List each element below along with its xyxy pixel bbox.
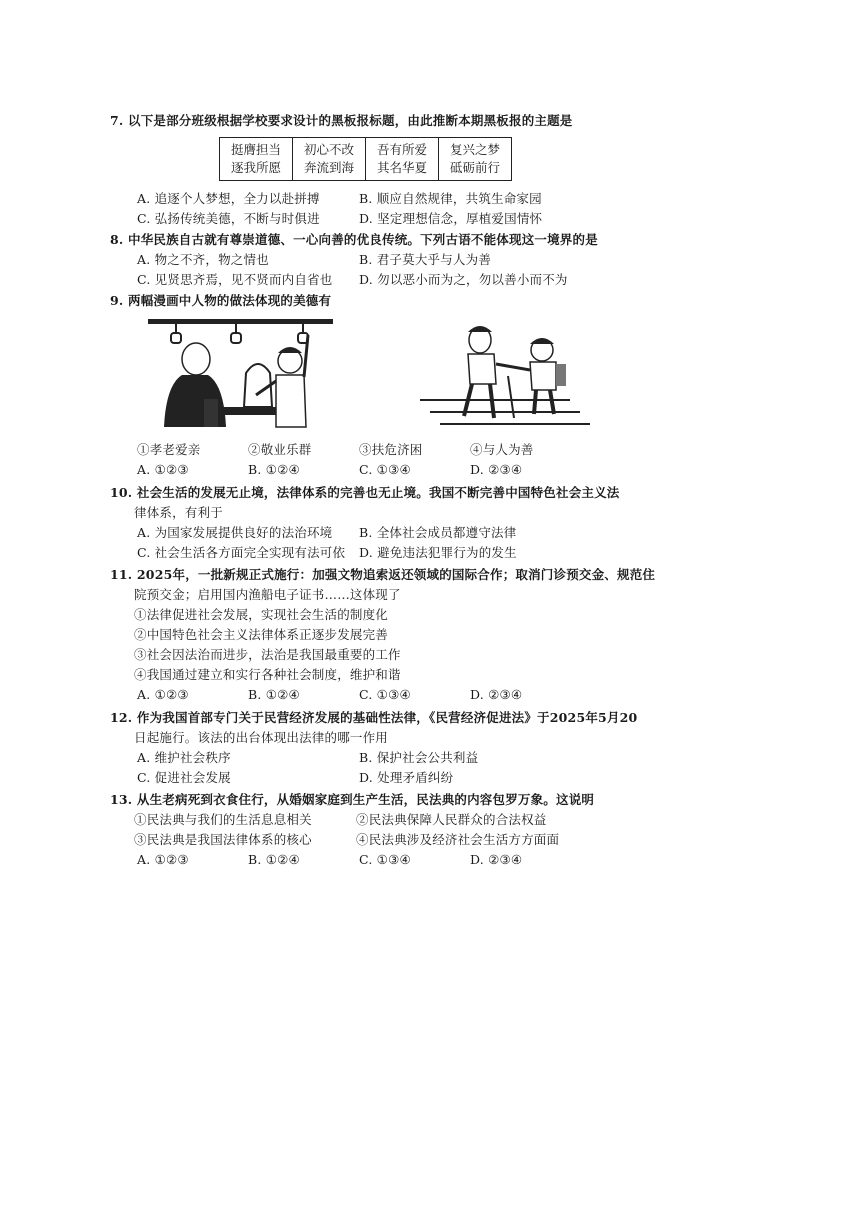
q10-option-d: D. 避免违法犯罪行为的发生: [359, 545, 517, 560]
q9-option-c: C. ①③④: [359, 462, 411, 477]
q12-option-c: C. 促进社会发展: [137, 770, 231, 785]
q11-option-c: C. ①③④: [359, 687, 411, 702]
q11-option-d: D. ②③④: [470, 687, 523, 702]
q9-stem: 9. 两幅漫画中人物的做法体现的美德有: [110, 293, 332, 308]
q12-stem-line1: 12. 作为我国首部专门关于民营经济发展的基础性法律，《民营经济促进法》于2025年5月20: [110, 710, 638, 725]
banner-cell: 挺膺担当 逐我所愿: [220, 138, 293, 181]
q11-stem-line2: 院预交金；启用国内渔船电子证书……这体现了: [134, 587, 401, 602]
bus-seat-cartoon: [148, 315, 338, 435]
q9-option-d: D. ②③④: [470, 462, 523, 477]
crosswalk-cartoon: [420, 318, 590, 430]
q12-option-d: D. 处理矛盾纠纷: [359, 770, 454, 785]
banner-cell: 初心不改 奔流到海: [293, 138, 366, 181]
q9-item-1: ①孝老爱亲: [137, 442, 201, 457]
q9-item-2: ②敬业乐群: [248, 442, 312, 457]
q13-statement-1: ①民法典与我们的生活息息相关: [134, 812, 312, 827]
q12-option-a: A. 维护社会秩序: [137, 750, 231, 765]
q13-option-b: B. ①②④: [248, 852, 300, 867]
q11-option-a: A. ①②③: [137, 687, 189, 702]
q7-option-d: D. 坚定理想信念，厚植爱国情怀: [359, 211, 543, 226]
q9-item-4: ④与人为善: [470, 442, 534, 457]
q11-statement-2: ②中国特色社会主义法律体系正逐步发展完善: [134, 627, 389, 642]
q10-option-c: C. 社会生活各方面完全实现有法可依: [137, 545, 346, 560]
q13-option-d: D. ②③④: [470, 852, 523, 867]
q8-option-c: C. 见贤思齐焉，见不贤而内自省也: [137, 272, 333, 287]
q10-option-b: B. 全体社会成员都遵守法律: [359, 525, 517, 540]
q13-stem: 13. 从生老病死到衣食住行，从婚姻家庭到生产生活，民法典的内容包罗万象。这说明: [110, 792, 595, 807]
q13-statement-3: ③民法典是我国法律体系的核心: [134, 832, 312, 847]
q8-stem: 8. 中华民族自古就有尊崇道德、一心向善的优良传统。下列古语不能体现这一境界的是: [110, 232, 598, 247]
q7-stem: 7. 以下是部分班级根据学校要求设计的黑板报标题，由此推断本期黑板报的主题是: [110, 113, 573, 128]
q9-option-b: B. ①②④: [248, 462, 300, 477]
q7-option-b: B. 顺应自然规律，共筑生命家园: [359, 191, 542, 206]
q13-option-c: C. ①③④: [359, 852, 411, 867]
q8-option-b: B. 君子莫大乎与人为善: [359, 252, 492, 267]
q13-statement-2: ②民法典保障人民群众的合法权益: [356, 812, 547, 827]
q11-statement-4: ④我国通过建立和实行各种社会制度，维护和谐: [134, 667, 401, 682]
q10-stem-line1: 10. 社会生活的发展无止境，法律体系的完善也无止境。我国不断完善中国特色社会主义法: [110, 485, 620, 500]
q11-statement-3: ③社会因法治而进步，法治是我国最重要的工作: [134, 647, 401, 662]
banner-cell: 复兴之梦 砥砺前行: [439, 138, 512, 181]
q12-option-b: B. 保护社会公共利益: [359, 750, 479, 765]
q9-item-3: ③扶危济困: [359, 442, 423, 457]
q13-statement-4: ④民法典涉及经济社会生活方方面面: [356, 832, 560, 847]
q13-option-a: A. ①②③: [137, 852, 189, 867]
q11-statement-1: ①法律促进社会发展，实现社会生活的制度化: [134, 607, 389, 622]
q7-option-a: A. 追逐个人梦想，全力以赴拼搏: [137, 191, 320, 206]
blackboard-titles-table: [219, 137, 512, 181]
q11-option-b: B. ①②④: [248, 687, 300, 702]
banner-cell: 吾有所爱 其名华夏: [366, 138, 439, 181]
q11-stem-line1: 11. 2025年，一批新规正式施行：加强文物追索返还领域的国际合作；取消门诊预交金、规范住: [110, 567, 656, 582]
q12-stem-line2: 日起施行。该法的出台体现出法律的哪一作用: [134, 730, 389, 745]
q10-stem-line2: 律体系，有利于: [134, 505, 223, 520]
q10-option-a: A. 为国家发展提供良好的法治环境: [137, 525, 333, 540]
q8-option-d: D. 勿以恶小而为之，勿以善小而不为: [359, 272, 568, 287]
q9-option-a: A. ①②③: [137, 462, 189, 477]
q8-option-a: A. 物之不齐，物之情也: [137, 252, 269, 267]
q7-option-c: C. 弘扬传统美德，不断与时俱进: [137, 211, 320, 226]
